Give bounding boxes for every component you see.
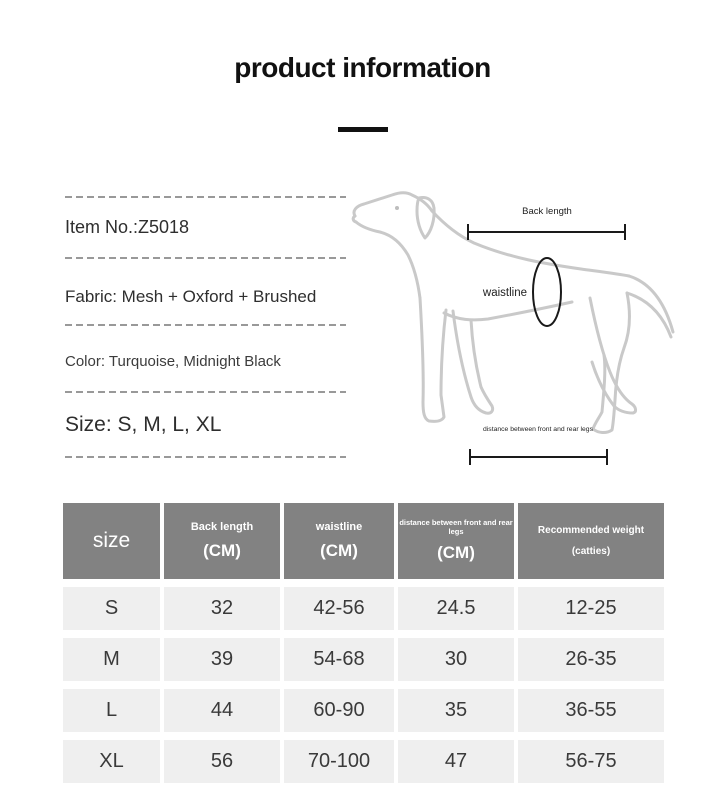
table-cell: 12-25 bbox=[518, 587, 664, 630]
column-header-back-length bbox=[164, 503, 280, 579]
column-header-label: size bbox=[92, 528, 131, 552]
column-header-label: waistline bbox=[315, 521, 363, 534]
size-text: Size: S, M, L, XL bbox=[65, 413, 222, 436]
table-cell: 54-68 bbox=[284, 638, 394, 681]
divider-dashed bbox=[65, 324, 346, 326]
column-header-leg-distance bbox=[398, 503, 514, 579]
dog-diagram bbox=[340, 180, 720, 480]
table-cell: 36-55 bbox=[518, 689, 664, 732]
divider-dashed bbox=[65, 391, 346, 393]
size-cell: XL bbox=[63, 740, 160, 783]
table-cell: 70-100 bbox=[284, 740, 394, 783]
divider-dashed bbox=[65, 456, 346, 458]
column-header-unit: (CM) bbox=[437, 543, 475, 563]
column-header-label: Back length bbox=[190, 521, 254, 534]
column-header-unit: (CM) bbox=[203, 541, 241, 561]
table-cell: 60-90 bbox=[284, 689, 394, 732]
column-header-label: Recommended weight bbox=[537, 525, 645, 536]
table-cell: 47 bbox=[398, 740, 514, 783]
dog-eye bbox=[395, 206, 399, 210]
leg-distance-label: distance between front and rear legs bbox=[483, 426, 593, 433]
table-cell: 39 bbox=[164, 638, 280, 681]
table-cell: 44 bbox=[164, 689, 280, 732]
column-header-recommended-weight bbox=[518, 503, 664, 579]
divider-dashed bbox=[65, 257, 346, 259]
table-cell: 30 bbox=[398, 638, 514, 681]
column-header-unit: (CM) bbox=[320, 541, 358, 561]
divider-dashed bbox=[65, 196, 346, 198]
leg-distance-measure bbox=[470, 426, 607, 465]
size-cell: S bbox=[63, 587, 160, 630]
size-cell: L bbox=[63, 689, 160, 732]
color-text: Color: Turquoise, Midnight Black bbox=[65, 353, 281, 370]
page-title: product information bbox=[234, 52, 491, 83]
column-header-label: distance between front and rear legs bbox=[399, 518, 513, 536]
fabric-text: Fabric: Mesh + Oxford + Brushed bbox=[65, 287, 317, 306]
column-header-size bbox=[63, 503, 160, 579]
waistline-measure bbox=[482, 258, 561, 326]
column-header-unit: (catties) bbox=[571, 545, 611, 557]
table-cell: 56 bbox=[164, 740, 280, 783]
size-chart-table bbox=[63, 503, 664, 783]
table-cell: 56-75 bbox=[518, 740, 664, 783]
back-length-measure bbox=[468, 206, 625, 240]
waistline-label: waistline bbox=[482, 287, 527, 299]
table-cell: 35 bbox=[398, 689, 514, 732]
table-cell: 32 bbox=[164, 587, 280, 630]
table-cell: 24.5 bbox=[398, 587, 514, 630]
column-header-waistline bbox=[284, 503, 394, 579]
item-number-text: Item No.:Z5018 bbox=[65, 217, 190, 237]
table-cell: 42-56 bbox=[284, 587, 394, 630]
size-cell: M bbox=[63, 638, 160, 681]
back-length-label: Back length bbox=[522, 206, 572, 217]
title-underline bbox=[338, 127, 388, 132]
table-cell: 26-35 bbox=[518, 638, 664, 681]
